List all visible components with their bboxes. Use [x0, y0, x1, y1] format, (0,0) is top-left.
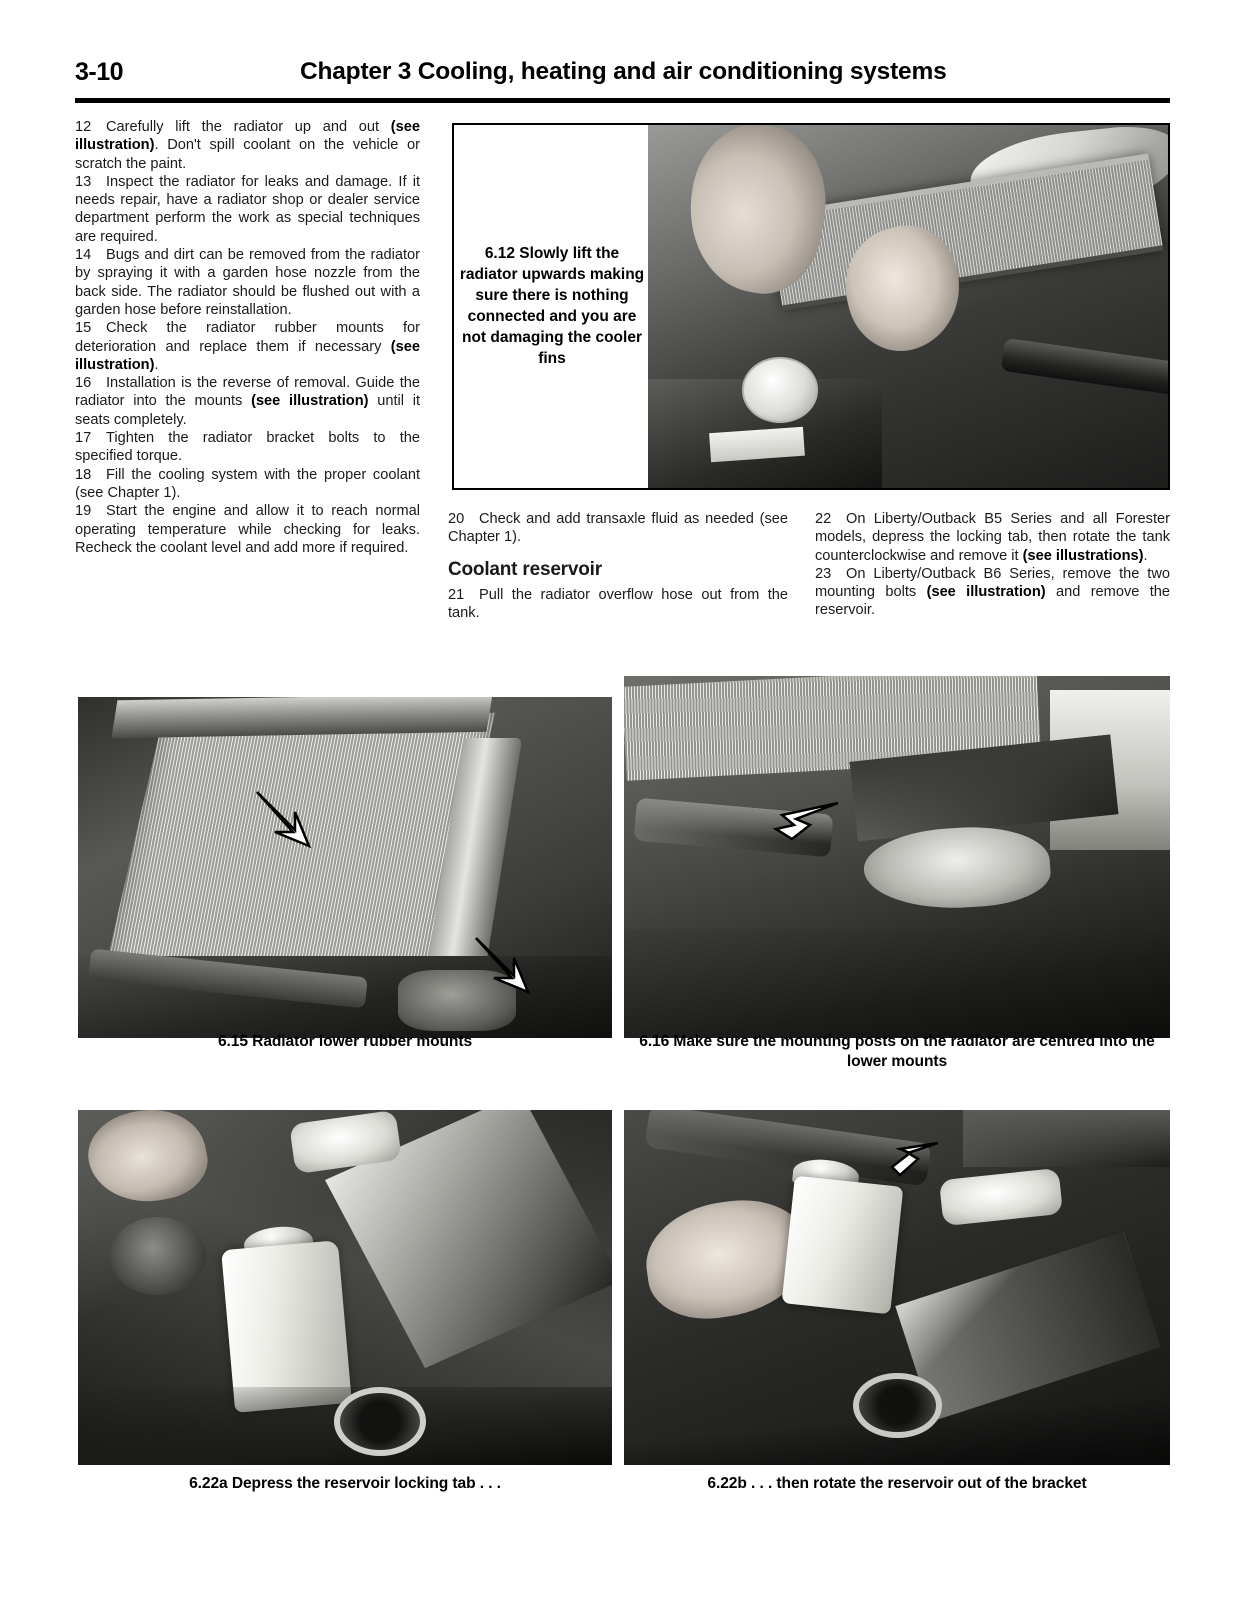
- figure-6-22b-caption: 6.22b . . . then rotate the reservoir out of the bracket: [707, 1475, 1087, 1492]
- paragraph-number: 12: [75, 119, 92, 135]
- body-text: Tighten the radiator bracket bolts to the specified torque.: [75, 430, 420, 465]
- figure-6-12-photo: [648, 125, 1168, 488]
- body-paragraph-19: [75, 502, 420, 557]
- body-text: Bugs and dirt can be removed from the radiator by spraying it with a garden hose nozzle from the back side. The radiator should be flushed out with a garden hose before reinstallation.: [75, 247, 420, 318]
- figure-6-16-caption: 6.16 Make sure the mounting posts on the radiator are centred into the lower mounts: [639, 1033, 1155, 1070]
- body-text: Carefully lift the radiator up and out: [106, 119, 391, 135]
- text-column-left: [75, 118, 420, 557]
- emphasis-text: (see illustration): [251, 393, 369, 410]
- body-text: On Liberty/Outback B6 Series, remove the two mounting bolts: [815, 565, 1170, 601]
- figure-6-16-photo: [624, 676, 1170, 1038]
- body-text: until it seats completely.: [75, 393, 421, 428]
- body-text: . Don't spill coolant on the vehicle or scratch the paint.: [75, 137, 420, 172]
- body-paragraph-13: [75, 173, 420, 246]
- body-text: .: [154, 356, 159, 373]
- emphasis-text: (see illustration): [926, 584, 1046, 601]
- paragraph-number: 21: [448, 586, 465, 603]
- paragraph-number: 18: [75, 466, 92, 483]
- paragraph-number: 15: [75, 320, 92, 337]
- body-text: Check the radiator rubber mounts for deterioration and replace them if necessary: [75, 320, 420, 355]
- body-paragraph-21: [448, 586, 788, 623]
- section-subheading: Coolant reservoir: [448, 558, 602, 580]
- figure-6-12-caption: 6.12 Slowly lift the radiator upwards making sure there is nothing connected and you are not damaging the cooler fins: [459, 245, 645, 367]
- body-text: Fill the cooling system with the proper coolant (see Chapter 1).: [75, 466, 420, 501]
- emphasis-text: (see illustration): [75, 119, 420, 154]
- paragraph-number: 13: [75, 173, 92, 190]
- text-column-right: [815, 510, 1170, 620]
- body-paragraph-23: [815, 565, 1170, 620]
- paragraph-number: 20: [448, 511, 465, 527]
- body-text: .: [1143, 547, 1148, 564]
- figure-6-22a-caption: 6.22a Depress the reservoir locking tab . . .: [189, 1475, 501, 1492]
- body-paragraph-15: [75, 319, 420, 374]
- text-column-middle: [448, 510, 788, 622]
- callout-arrow-icon: [766, 795, 846, 855]
- body-text: On Liberty/Outback B5 Series and all Forester models, depress the locking tab, then rotate the tank counterclockwise and remove it: [815, 511, 1170, 564]
- figure-6-12: [452, 123, 1170, 490]
- paragraph-number: 17: [75, 430, 92, 447]
- page-header: [75, 58, 1175, 98]
- body-paragraph-22: [815, 510, 1170, 565]
- body-text: and remove the reservoir.: [815, 584, 1171, 619]
- paragraph-number: 19: [75, 503, 92, 520]
- figure-6-22a-photo: [78, 1110, 612, 1465]
- emphasis-text: (see illustration): [75, 338, 420, 373]
- body-paragraph-17: [75, 429, 420, 466]
- page-number: 3-10: [75, 58, 124, 86]
- chapter-title: Chapter 3 Cooling, heating and air conditioning systems: [300, 58, 947, 85]
- body-text: Pull the radiator overflow hose out from the tank.: [448, 586, 788, 622]
- paragraph-number: 23: [815, 565, 832, 582]
- body-text: Start the engine and allow it to reach normal operating temperature while checking for leaks. Recheck the coolant level and add more if required.: [75, 503, 420, 556]
- figure-6-22b-photo: [624, 1110, 1170, 1465]
- callout-arrow-icon: [468, 932, 538, 1002]
- body-paragraph-16: [75, 374, 420, 429]
- callout-arrow-icon: [886, 1135, 946, 1195]
- figure-6-15-caption: 6.15 Radiator lower rubber mounts: [217, 1033, 473, 1050]
- body-text: Check and add transaxle fluid as needed (see Chapter 1).: [448, 511, 788, 546]
- body-paragraph-18: [75, 466, 420, 503]
- body-paragraph-12: [75, 118, 420, 173]
- body-text: Inspect the radiator for leaks and damage. If it needs repair, have a radiator shop or dealer service department perform the work as special techniques are required.: [75, 173, 420, 245]
- body-paragraph-20: [448, 510, 788, 547]
- body-text: Installation is the reverse of removal. Guide the radiator into the mounts: [75, 375, 420, 410]
- figure-6-15-photo: [78, 697, 612, 1038]
- header-rule: [75, 98, 1170, 103]
- callout-arrow-icon: [249, 786, 319, 856]
- paragraph-number: 14: [75, 247, 92, 264]
- paragraph-number: 22: [815, 511, 832, 527]
- paragraph-number: 16: [75, 375, 92, 392]
- body-paragraph-14: [75, 246, 420, 319]
- emphasis-text: (see illustrations): [1022, 547, 1144, 564]
